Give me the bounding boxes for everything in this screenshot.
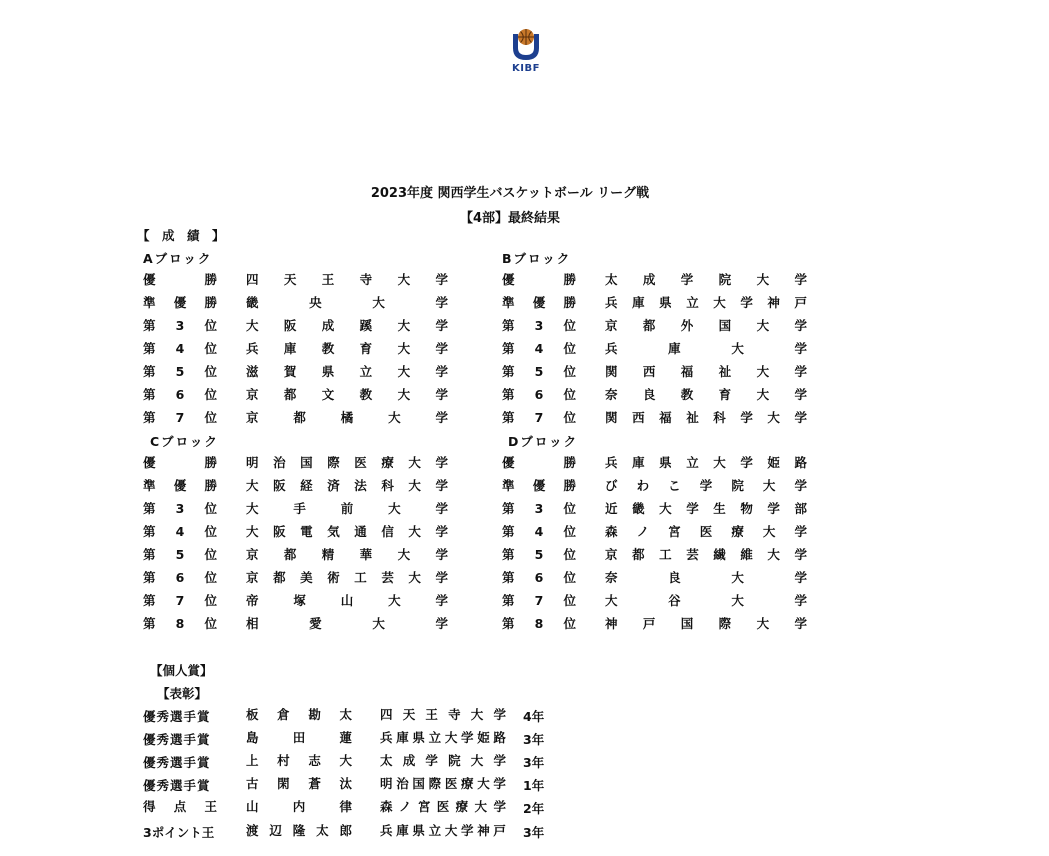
team-name: 明 治 国 際 医 療 大 学 (246, 455, 448, 470)
rank-label: 第 7 位 (143, 410, 217, 425)
block-name: Aブロック (143, 251, 213, 266)
rank-label: 準 優 勝 (502, 295, 576, 310)
team-name: 大 阪 成 蹊 大 学 (246, 318, 448, 333)
basketball-icon (507, 24, 545, 64)
team-name: 大 手 前 大 学 (246, 501, 448, 516)
team-name: 相 愛 大 学 (246, 616, 448, 631)
award-name: 優秀選手賞 (143, 709, 211, 724)
team-name: 関 西 福 祉 大 学 (605, 364, 807, 379)
rank-label: 優 勝 (502, 272, 576, 287)
team-name: 奈 良 大 学 (605, 570, 807, 585)
rank-label: 第 5 位 (502, 364, 576, 379)
player-name: 上 村 志 大 (246, 753, 352, 768)
team-name: 大 阪 電 気 通 信 大 学 (246, 524, 448, 539)
rank-label: 第 8 位 (502, 616, 576, 631)
results-heading: 【 成 績 】 (137, 228, 225, 243)
team-name: 帝 塚 山 大 学 (246, 593, 448, 608)
team-name: 関 西 福 祉 科 学 大 学 (605, 410, 807, 425)
team-name: 兵 庫 県 立 大 学 姫 路 (605, 455, 807, 470)
rank-label: 第 6 位 (143, 387, 217, 402)
rank-label: 優 勝 (143, 272, 217, 287)
rank-label: 優 勝 (143, 455, 217, 470)
team-name: 京 都 美 術 工 芸 大 学 (246, 570, 448, 585)
rank-label: 第 3 位 (143, 501, 217, 516)
team-name: 畿 央 大 学 (246, 295, 448, 310)
team-name: 大 阪 経 済 法 科 大 学 (246, 478, 448, 493)
rank-label: 第 6 位 (502, 570, 576, 585)
award-name: 3ポイント王 (143, 825, 215, 840)
player-name: 島 田 蓮 (246, 730, 352, 745)
rank-label: 第 4 位 (143, 524, 217, 539)
team-name: 滋 賀 県 立 大 学 (246, 364, 448, 379)
rank-label: 第 4 位 (143, 341, 217, 356)
page-subtitle: 【4部】最終結果 (459, 211, 561, 226)
rank-label: 優 勝 (502, 455, 576, 470)
team-name: 神 戸 国 際 大 学 (605, 616, 807, 631)
team-name: 太 成 学 院 大 学 (605, 272, 807, 287)
rank-label: 第 7 位 (143, 593, 217, 608)
player-name: 山 内 律 (246, 799, 352, 814)
team-name: 近 畿 大 学 生 物 学 部 (605, 501, 807, 516)
commendation-heading: 【表彰】 (157, 686, 208, 701)
rank-label: 第 3 位 (143, 318, 217, 333)
school-name: 兵 庫 県 立 大 学 神 戸 (380, 823, 506, 838)
school-year: 3年 (523, 755, 545, 770)
team-name: 京 都 外 国 大 学 (605, 318, 807, 333)
player-name: 渡 辺 隆 太 郎 (246, 823, 352, 838)
team-name: び わ こ 学 院 大 学 (605, 478, 807, 493)
school-year: 2年 (523, 801, 545, 816)
rank-label: 準 優 勝 (502, 478, 576, 493)
block-name: Dブロック (508, 434, 579, 449)
award-name: 優秀選手賞 (143, 778, 211, 793)
team-name: 四 天 王 寺 大 学 (246, 272, 448, 287)
school-name: 森 ノ 宮 医 療 大 学 (380, 799, 506, 814)
rank-label: 第 6 位 (143, 570, 217, 585)
award-name: 優秀選手賞 (143, 732, 211, 747)
rank-label: 準 優 勝 (143, 295, 217, 310)
player-name: 板 倉 勘 太 (246, 707, 352, 722)
rank-label: 第 8 位 (143, 616, 217, 631)
rank-label: 第 5 位 (143, 547, 217, 562)
team-name: 京 都 橘 大 学 (246, 410, 448, 425)
kibf-logo (507, 24, 545, 78)
school-year: 3年 (523, 732, 545, 747)
team-name: 大 谷 大 学 (605, 593, 807, 608)
rank-label: 第 3 位 (502, 501, 576, 516)
team-name: 奈 良 教 育 大 学 (605, 387, 807, 402)
rank-label: 第 4 位 (502, 341, 576, 356)
team-name: 京 都 文 教 大 学 (246, 387, 448, 402)
school-year: 4年 (523, 709, 545, 724)
block-name: Cブロック (150, 434, 219, 449)
school-name: 四 天 王 寺 大 学 (380, 707, 506, 722)
school-year: 1年 (523, 778, 545, 793)
team-name: 兵 庫 大 学 (605, 341, 807, 356)
block-name: Bブロック (502, 251, 572, 266)
page-title: 2023年度 関西学生バスケットボール リーグ戦 (370, 186, 650, 201)
rank-label: 第 5 位 (502, 547, 576, 562)
rank-label: 第 5 位 (143, 364, 217, 379)
team-name: 兵 庫 教 育 大 学 (246, 341, 448, 356)
individual-awards-heading: 【個人賞】 (150, 663, 213, 678)
team-name: 兵 庫 県 立 大 学 神 戸 (605, 295, 807, 310)
school-name: 明 治 国 際 医 療 大 学 (380, 776, 506, 791)
rank-label: 第 4 位 (502, 524, 576, 539)
school-name: 兵 庫 県 立 大 学 姫 路 (380, 730, 506, 745)
school-name: 太 成 学 院 大 学 (380, 753, 506, 768)
logo-text: KIBF (512, 63, 540, 74)
player-name: 古 閑 蒼 汰 (246, 776, 352, 791)
team-name: 森 ノ 宮 医 療 大 学 (605, 524, 807, 539)
rank-label: 第 7 位 (502, 410, 576, 425)
rank-label: 第 7 位 (502, 593, 576, 608)
team-name: 京 都 精 華 大 学 (246, 547, 448, 562)
team-name: 京 都 工 芸 繊 維 大 学 (605, 547, 807, 562)
rank-label: 第 6 位 (502, 387, 576, 402)
school-year: 3年 (523, 825, 545, 840)
award-name: 得 点 王 (143, 799, 217, 814)
award-name: 優秀選手賞 (143, 755, 211, 770)
rank-label: 準 優 勝 (143, 478, 217, 493)
rank-label: 第 3 位 (502, 318, 576, 333)
